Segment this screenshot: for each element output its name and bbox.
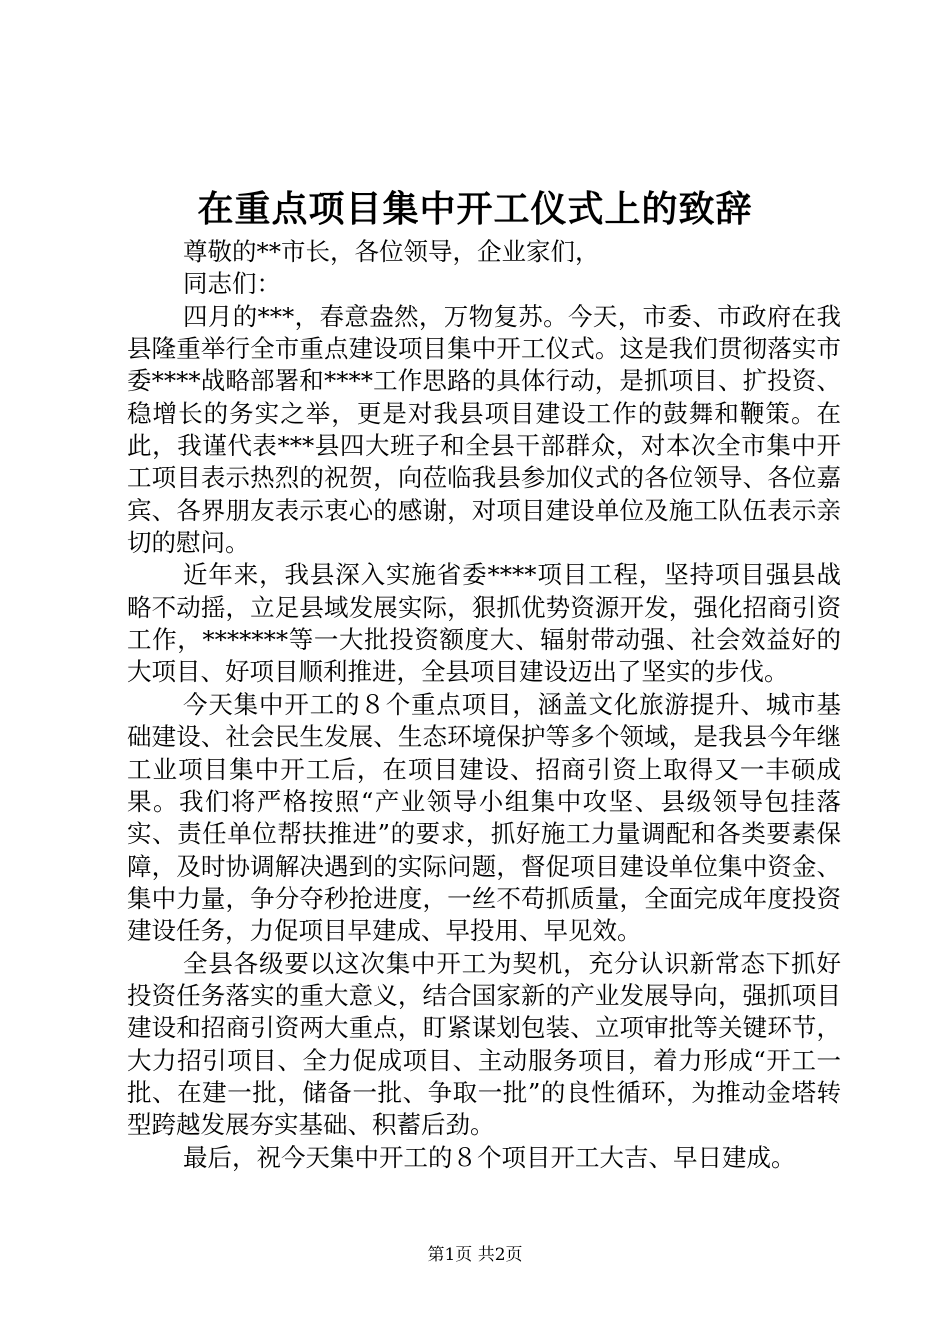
page-number-footer: 第1页 共2页 (427, 1245, 523, 1265)
document-body (127, 236, 841, 1174)
document-title: 在重点项目集中开工仪式上的致辞 (197, 188, 753, 230)
body-paragraph: 近年来，我县深入实施省委****项目工程，坚持项目强县战略不动摇，立足县域发展实际，狠抓优势资源开发，强化招商引资工作，*******等一大批投资额度大、辐射带动强、社会效益好的大项目、好项目顺利推进，全县项目建设迈出了坚实的步伐。 (127, 560, 841, 687)
body-paragraph: 全县各级要以这次集中开工为契机，充分认识新常态下抓好投资任务落实的重大意义，结合国家新的产业发展导向，强抓项目建设和招商引资两大重点，盯紧谋划包装、立项审批等关键环节，大力招引项目、全力促成项目、主动服务项目，着力形成“开工一批、在建一批，储备一批、争取一批”的良性循环，为推动金塔转型跨越发展夯实基础、积蓄后劲。 (127, 948, 841, 1140)
salutation-line-1: 尊敬的**市长，各位领导，企业家们， (183, 237, 600, 266)
salutation-line-2: 同志们： (183, 269, 281, 299)
closing-paragraph: 最后，祝今天集中开工的８个项目开工大吉、早日建成。 (183, 1142, 796, 1172)
body-paragraph: 四月的***，春意盎然，万物复苏。今天，市委、市政府在我县隆重举行全市重点建设项目集中开工仪式。这是我们贯彻落实市委****战略部署和****工作思路的具体行动，是抓项目、扩投资、稳增长的务实之举，更是对我县项目建设工作的鼓舞和鞭策。在此，我谨代表***县四大班子和全县干部群众，对本次全市集中开工项目表示热烈的祝贺，向莅临我县参加仪式的各位领导、各位嘉宾、各界朋友表示衷心的感谢，对项目建设单位及施工队伍表示亲切的慰问。 (127, 301, 841, 558)
body-paragraph: 今天集中开工的８个重点项目，涵盖文化旅游提升、城市基础建设、社会民生发展、生态环境保护等多个领域，是我县今年继工业项目集中开工后，在项目建设、招商引资上取得又一丰硕成果。我们将严格按照“产业领导小组集中攻坚、县级领导包挂落实、责任单位帮扶推进”的要求，抓好施工力量调配和各类要素保障，及时协调解决遇到的实际问题，督促项目建设单位集中资金、集中力量，争分夺秒抢进度，一丝不苟抓质量，全面完成年度投资建设任务，力促项目早建成、早投用、早见效。 (127, 689, 841, 946)
